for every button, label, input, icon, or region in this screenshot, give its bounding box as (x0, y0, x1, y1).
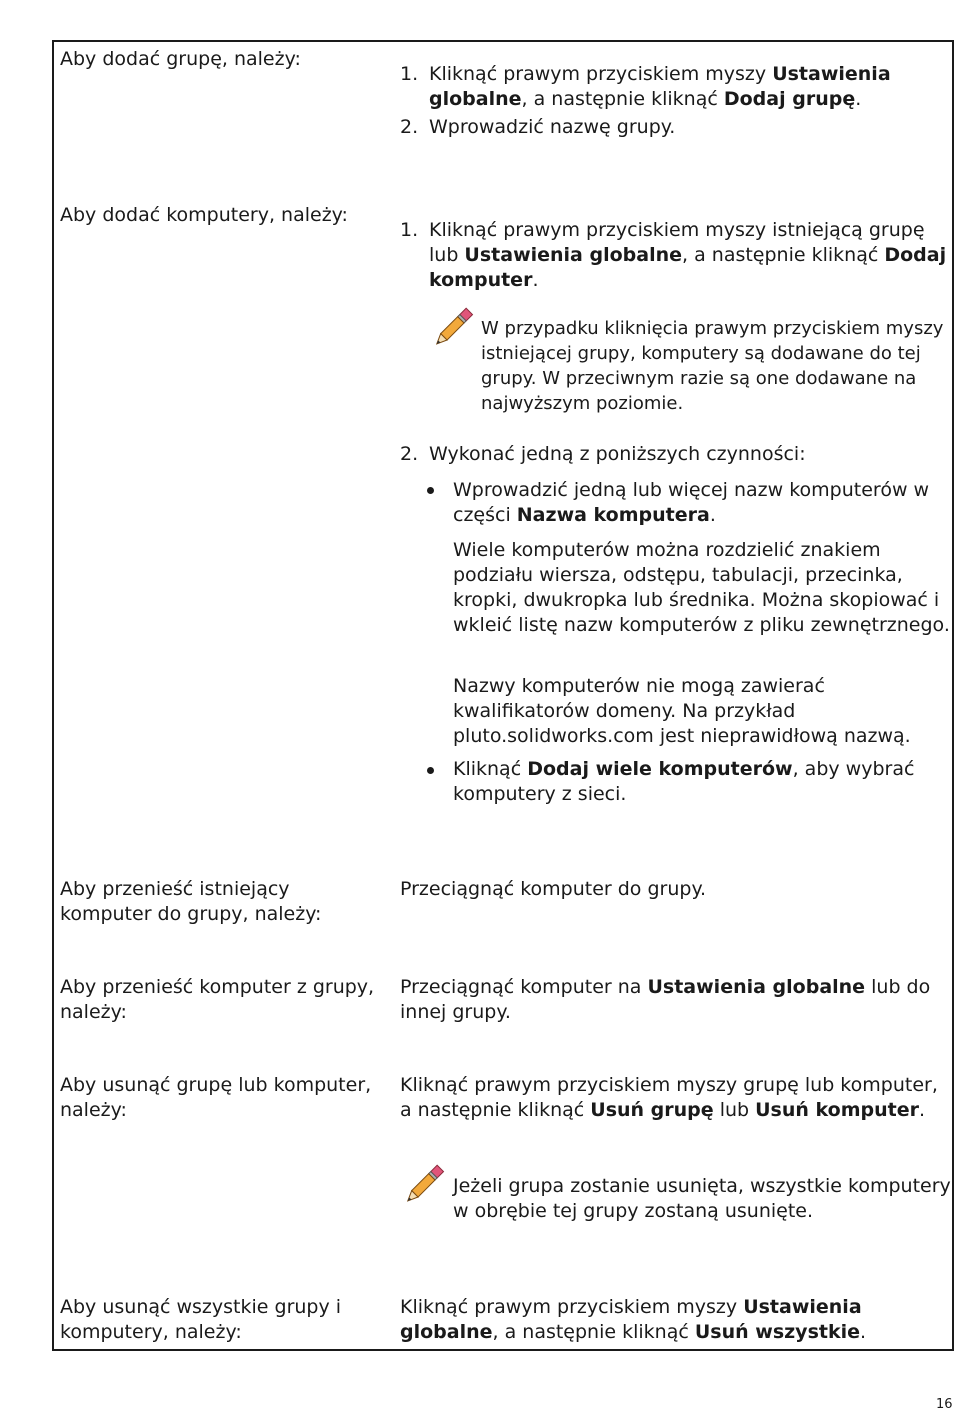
add-computers-label: Aby dodać komputery, należy: (60, 204, 348, 226)
add-computers-note: W przypadku kliknięcia prawym przyciskiem myszy istniejącej grupy, komputery są dodawane do tej grupy. W przeciwnym razie są one dodawane na najwyższym poziomie. (481, 318, 944, 414)
add-group-label: Aby dodać grupę, należy: (60, 48, 301, 70)
ustawienia-globalne-term: Ustawienia globalne (400, 1296, 862, 1343)
bullet-icon (427, 487, 434, 494)
remove-note: Jeżeli grupa zostanie usunięta, wszystkie komputery w obrębie tej grupy zostaną usunięte. (453, 1175, 951, 1222)
remove-label: Aby usunąć grupę lub komputer, należy: (60, 1074, 372, 1121)
ustawienia-globalne-term: Ustawienia globalne (429, 63, 891, 110)
move-into-group-label: Aby przenieść istniejący komputer do grupy, należy: (60, 878, 322, 925)
remove-all-text: Kliknąć prawym przyciskiem myszy Ustawienia globalne, a następnie kliknąć Usuń wszystkie. (400, 1296, 867, 1343)
remove-text: Kliknąć prawym przyciskiem myszy grupę lub komputer, a następnie kliknąć Usuń grupę lub Usuń komputer. (400, 1074, 938, 1121)
move-into-group-text: Przeciągnąć komputer do grupy. (400, 878, 707, 900)
usun-komputer-term: Usuń komputer (755, 1099, 919, 1121)
dodaj-grupe-term: Dodaj grupę (723, 88, 856, 110)
domain-info: Nazwy komputerów nie mogą zawierać kwalifikatorów domeny. Na przykład pluto.solidworks.com jest nieprawidłową nazwą. (453, 675, 911, 747)
dodaj-komputer-term: Dodaj komputer (429, 244, 947, 291)
separator-info: Wiele komputerów można rozdzielić znakiem podziału wiersza, odstępu, tabulacji, przecinka, kropki, dwukropka lub średnika. Można skopiować i wkleić listę nazw komputerów z pliku zewnętrznego. (453, 539, 950, 636)
ustawienia-globalne-term: Ustawienia globalne (464, 244, 683, 266)
pencil-icon (430, 306, 474, 350)
ustawienia-globalne-term: Ustawienia globalne (647, 976, 866, 998)
bullet-add-multiple: Kliknąć Dodaj wiele komputerów, aby wybrać komputery z sieci. (453, 758, 915, 805)
remove-all-label: Aby usunąć wszystkie grupy i komputery, należy: (60, 1296, 342, 1343)
nazwa-komputera-term: Nazwa komputera (516, 504, 710, 526)
pencil-icon (401, 1163, 445, 1207)
move-out-text: Przeciągnąć komputer na Ustawienia globalne lub do innej grupy. (400, 976, 931, 1023)
usun-wszystkie-term: Usuń wszystkie (694, 1321, 860, 1343)
page-number: 16 (936, 1397, 953, 1412)
move-out-label: Aby przenieść komputer z grupy, należy: (60, 976, 375, 1023)
bullet-enter-names: Wprowadzić jedną lub więcej nazw komputerów w części Nazwa komputera. (453, 479, 930, 526)
dodaj-wiele-komputerow-term: Dodaj wiele komputerów (527, 758, 793, 780)
usun-grupe-term: Usuń grupę (590, 1099, 714, 1121)
bullet-icon (427, 767, 434, 774)
